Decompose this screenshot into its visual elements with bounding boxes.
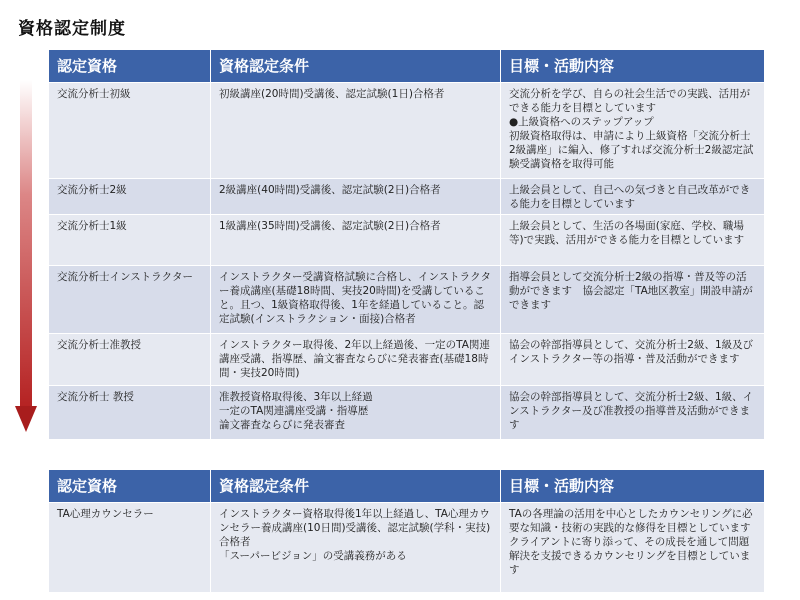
header-goals: 目標・活動内容	[501, 50, 765, 83]
conditions-cell: 准教授資格取得後、3年以上経過 一定のTA関連講座受講・指導歴 論文審査ならびに発表審査	[211, 386, 501, 440]
table-row	[49, 334, 765, 386]
table-row	[49, 215, 765, 266]
qualification-cell: 交流分析士 教授	[49, 386, 211, 440]
arrow-shaft	[20, 80, 32, 408]
table-row	[49, 503, 765, 593]
qualification-table	[48, 49, 765, 440]
table-header-row	[49, 470, 765, 503]
qualification-cell: 交流分析士2級	[49, 179, 211, 215]
table-header-row	[49, 50, 765, 83]
counselor-table	[48, 469, 765, 593]
qualification-cell: TA心理カウンセラー	[49, 503, 211, 593]
goals-cell: 上級会員として、自己への気づきと自己改革ができる能力を目標としています	[501, 179, 765, 215]
header-goals: 目標・活動内容	[501, 470, 765, 503]
header-conditions: 資格認定条件	[211, 50, 501, 83]
page-title: 資格認定制度	[18, 19, 126, 39]
goals-cell: TAの各理論の活用を中心としたカウンセリングに必要な知識・技術の実践的な修得を目標としています クライアントに寄り添って、その成長を通して問題解決を支援できるカウンセリングを目標としています	[501, 503, 765, 593]
conditions-cell: インストラクター取得後、2年以上経過後、一定のTA関連講座受講、指導歴、論文審査ならびに発表審査(基礎18時間・実技20時間)	[211, 334, 501, 386]
table-row	[49, 83, 765, 179]
qualification-cell: 交流分析士初級	[49, 83, 211, 179]
table-row	[49, 266, 765, 334]
header-conditions: 資格認定条件	[211, 470, 501, 503]
conditions-cell: 初級講座(20時間)受講後、認定試験(1日)合格者	[211, 83, 501, 179]
conditions-cell: インストラクター資格取得後1年以上経過し、TA心理カウンセラー養成講座(10日間)受講後、認定試験(学科・実技)合格者 「スーパービジョン」の受講義務がある	[211, 503, 501, 593]
header-qualification: 認定資格	[49, 50, 211, 83]
conditions-cell: 1級講座(35時間)受講後、認定試験(2日)合格者	[211, 215, 501, 266]
qualification-cell: 交流分析士インストラクター	[49, 266, 211, 334]
down-arrow-icon	[15, 80, 37, 434]
goals-cell: 指導会員として交流分析士2級の指導・普及等の活動ができます 協会認定「TA地区教室」開設申請ができます	[501, 266, 765, 334]
qualification-cell: 交流分析士1級	[49, 215, 211, 266]
goals-cell: 協会の幹部指導員として、交流分析士2級、1級、インストラクター及び准教授の指導普及活動ができます	[501, 386, 765, 440]
conditions-cell: インストラクター受講資格試験に合格し、インストラクター養成講座(基礎18時間、実技20時間)を受講していること。且つ、1級資格取得後、1年を経過していること。認定試験(インストラクション・面接)合格者	[211, 266, 501, 334]
conditions-cell: 2級講座(40時間)受講後、認定試験(2日)合格者	[211, 179, 501, 215]
table-row	[49, 386, 765, 440]
arrow-head	[15, 406, 37, 432]
goals-cell: 上級会員として、生活の各場面(家庭、学校、職場等)で実践、活用ができる能力を目標としています	[501, 215, 765, 266]
table-row	[49, 179, 765, 215]
header-qualification: 認定資格	[49, 470, 211, 503]
goals-cell: 交流分析を学び、自らの社会生活での実践、活用ができる能力を目標としています ●上級資格へのステップアップ 初級資格取得は、申請により上級資格「交流分析士2級講座」に編入、修了すれば交流分析士2級認定試験受講資格を取得可能	[501, 83, 765, 179]
qualification-cell: 交流分析士准教授	[49, 334, 211, 386]
goals-cell: 協会の幹部指導員として、交流分析士2級、1級及びインストラクター等の指導・普及活動ができます	[501, 334, 765, 386]
